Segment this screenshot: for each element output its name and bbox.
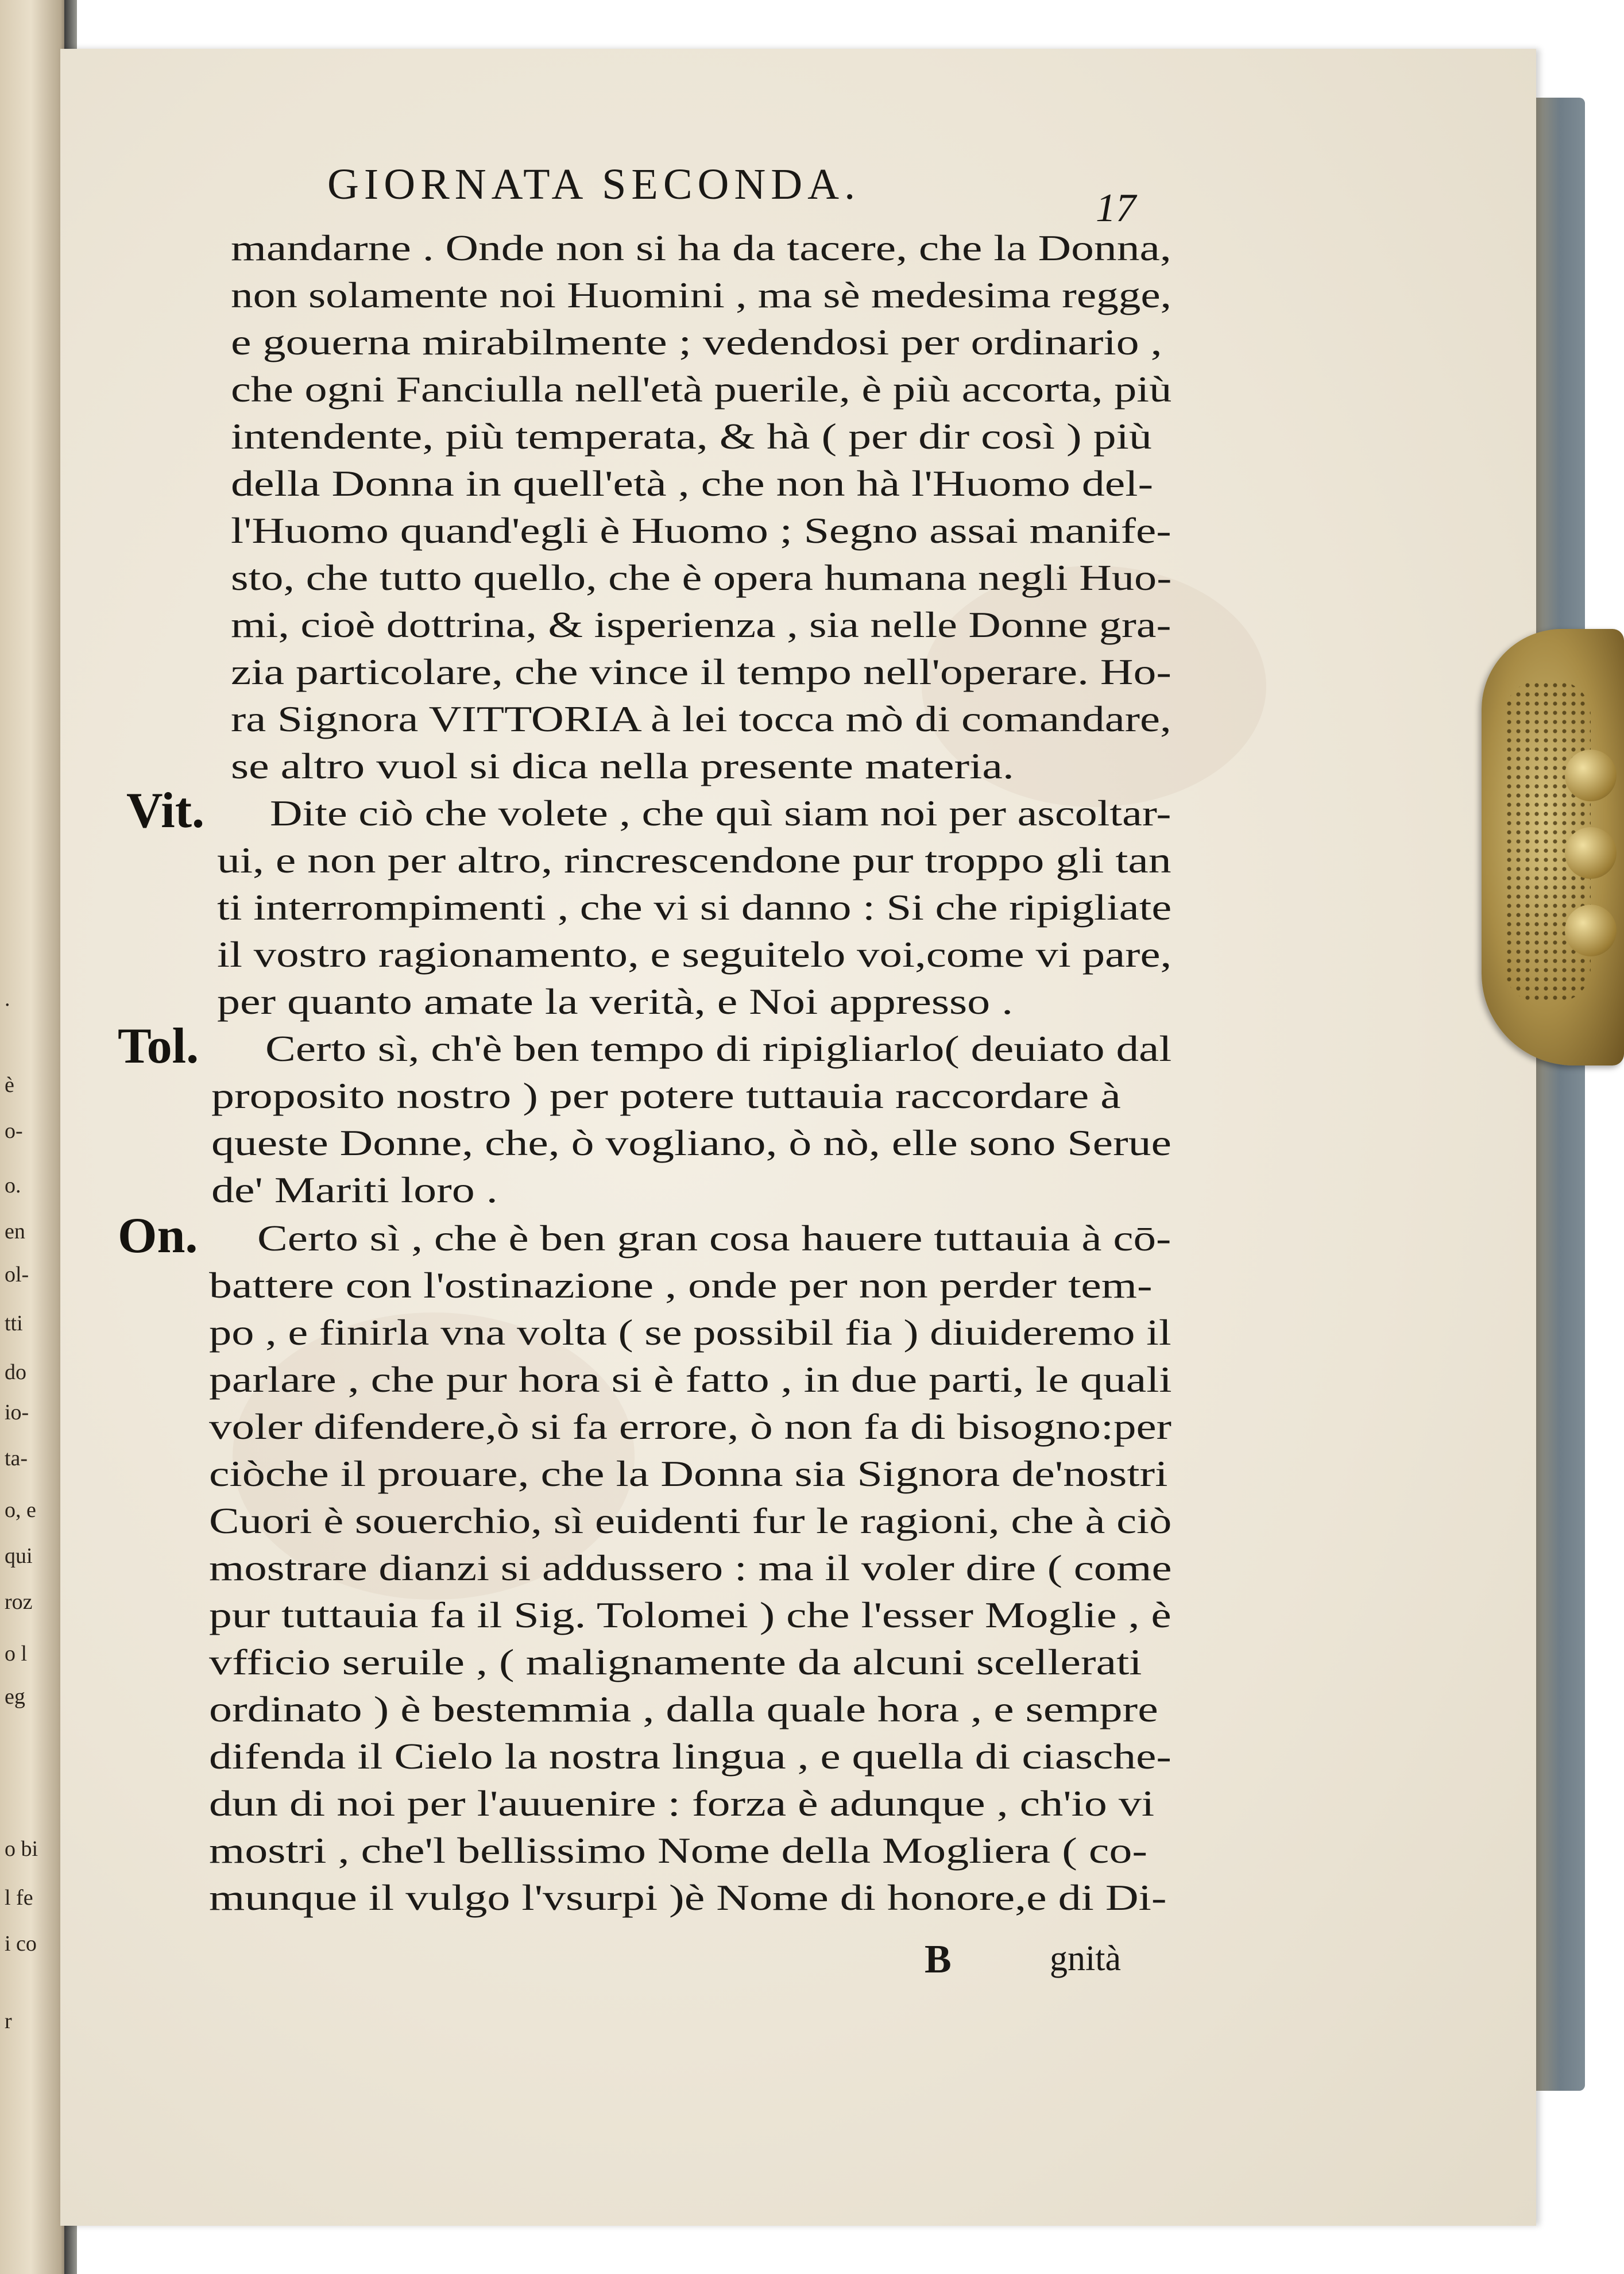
facing-page-fragment: o l bbox=[5, 1642, 28, 1666]
facing-page-fragment: roz bbox=[5, 1590, 33, 1614]
text-line: battere con l'ostinazione , onde per non perder tem- bbox=[209, 1265, 1153, 1306]
facing-page-fragment: ta- bbox=[5, 1446, 28, 1470]
facing-page-fragment: do bbox=[5, 1360, 26, 1384]
text-line: sto, che tutto quello, che è opera humana negli Huo- bbox=[231, 557, 1172, 598]
facing-page-fragment: l fe bbox=[5, 1886, 33, 1910]
facing-page-fragment: en bbox=[5, 1219, 25, 1244]
text-line: pur tuttauia fa il Sig. Tolomei ) che l'esser Moglie , è bbox=[209, 1594, 1171, 1635]
text-line: Cuori è souerchio, sì euidenti fur le ragioni, che à ciò bbox=[209, 1500, 1172, 1541]
text-line: ordinato ) è bestemmia , dalla quale hora , e sempre bbox=[209, 1689, 1158, 1729]
page-number: 17 bbox=[1096, 186, 1136, 230]
facing-page-fragment: qui bbox=[5, 1544, 33, 1568]
facing-page-fragment: ol- bbox=[5, 1263, 29, 1287]
text-line: della Donna in quell'età , che non hà l'Huomo del- bbox=[231, 463, 1154, 504]
text-line: e gouerna mirabilmente ; vedendosi per ordinario , bbox=[231, 322, 1162, 362]
text-line: mi, cioè dottrina, & isperienza , sia nelle Donne gra- bbox=[231, 604, 1171, 645]
text-line: che ogni Fanciulla nell'età puerile, è più accorta, più bbox=[231, 369, 1172, 410]
facing-page-fragment: . bbox=[5, 987, 10, 1011]
text-line: po , e finirla vna volta ( se possibil fia ) diuideremo il bbox=[209, 1312, 1171, 1353]
speaker-label: Vit. bbox=[126, 783, 205, 839]
text-line: zia particolare, che vince il tempo nell'operare. Ho- bbox=[231, 651, 1171, 692]
text-line: difenda il Cielo la nostra lingua , e quella di ciasche- bbox=[209, 1736, 1171, 1777]
text-line: queste Donne, che, ò vogliano, ò nò, elle sono Serue bbox=[211, 1122, 1171, 1163]
text-line: munque il vulgo l'vsurpi )è Nome di honore,e di Di- bbox=[209, 1877, 1167, 1918]
signature-mark: B bbox=[925, 1937, 952, 1982]
text-line: proposito nostro ) per potere tuttauia raccordare à bbox=[211, 1075, 1121, 1116]
text-line: mostrare dianzi si addussero : ma il voler dire ( come bbox=[209, 1547, 1172, 1588]
facing-page-fragment: r bbox=[5, 2009, 12, 2033]
text-line: mostri , che'l bellissimo Nome della Mogliera ( co- bbox=[209, 1830, 1148, 1871]
text-line: ciòche il prouare, che la Donna sia Signora de'nostri bbox=[209, 1453, 1168, 1494]
text-line: intendente, più temperata, & hà ( per dir così ) più bbox=[231, 416, 1152, 457]
text-line: ra Signora VITTORIA à lei tocca mò di comandare, bbox=[231, 698, 1171, 739]
text-line: per quanto amate la verità, e Noi appresso . bbox=[217, 981, 1014, 1022]
text-line: il vostro ragionamento, e seguitelo voi,come vi pare, bbox=[217, 934, 1172, 975]
speaker-label: On. bbox=[118, 1208, 198, 1264]
text-line: voler difendere,ò si fa errore, ò non fa di bisogno:per bbox=[209, 1406, 1171, 1447]
facing-page-fragment: o bi bbox=[5, 1837, 38, 1861]
text-line: Certo sì , che è ben gran cosa hauere tuttauia à cō- bbox=[257, 1218, 1171, 1258]
facing-page-fragment: tti bbox=[5, 1311, 23, 1335]
facing-page-fragment: o. bbox=[5, 1173, 21, 1198]
text-line: parlare , che pur hora si è fatto , in due parti, le quali bbox=[209, 1359, 1172, 1400]
text-line: vfficio seruile , ( malignamente da alcuni scellerati bbox=[209, 1642, 1142, 1682]
speaker-label: Tol. bbox=[118, 1018, 199, 1074]
text-line: Dite ciò che volete , che quì siam noi per ascoltar- bbox=[270, 793, 1171, 833]
facing-page-fragment: io- bbox=[5, 1400, 29, 1424]
text-line: ui, e non per altro, rincrescendone pur troppo gli tan bbox=[217, 840, 1171, 881]
running-header: GIORNATA SECONDA. bbox=[327, 160, 861, 209]
facing-page-fragment: i co bbox=[5, 1932, 37, 1956]
facing-page-fragment: o, e bbox=[5, 1498, 36, 1522]
text-line: l'Huomo quand'egli è Huomo ; Segno assai manife- bbox=[231, 510, 1171, 551]
text-line: Certo sì, ch'è ben tempo di ripigliarlo( deuiato dal bbox=[265, 1028, 1172, 1069]
facing-page-fragment: eg bbox=[5, 1685, 25, 1709]
catchword: gnità bbox=[1050, 1939, 1121, 1978]
text-line: se altro vuol si dica nella presente materia. bbox=[231, 746, 1014, 786]
text-line: dun di noi per l'auuenire : forza è adunque , ch'io vi bbox=[209, 1783, 1155, 1824]
text-line: ti interrompimenti , che vi si danno : Si che ripigliate bbox=[217, 887, 1172, 928]
facing-page-fragment: è bbox=[5, 1073, 14, 1097]
facing-page-fragment: o- bbox=[5, 1119, 23, 1143]
text-line: mandarne . Onde non si ha da tacere, che la Donna, bbox=[231, 227, 1171, 268]
text-line: de' Mariti loro . bbox=[211, 1169, 498, 1210]
text-line: non solamente noi Huomini , ma sè medesima regge, bbox=[231, 275, 1171, 315]
